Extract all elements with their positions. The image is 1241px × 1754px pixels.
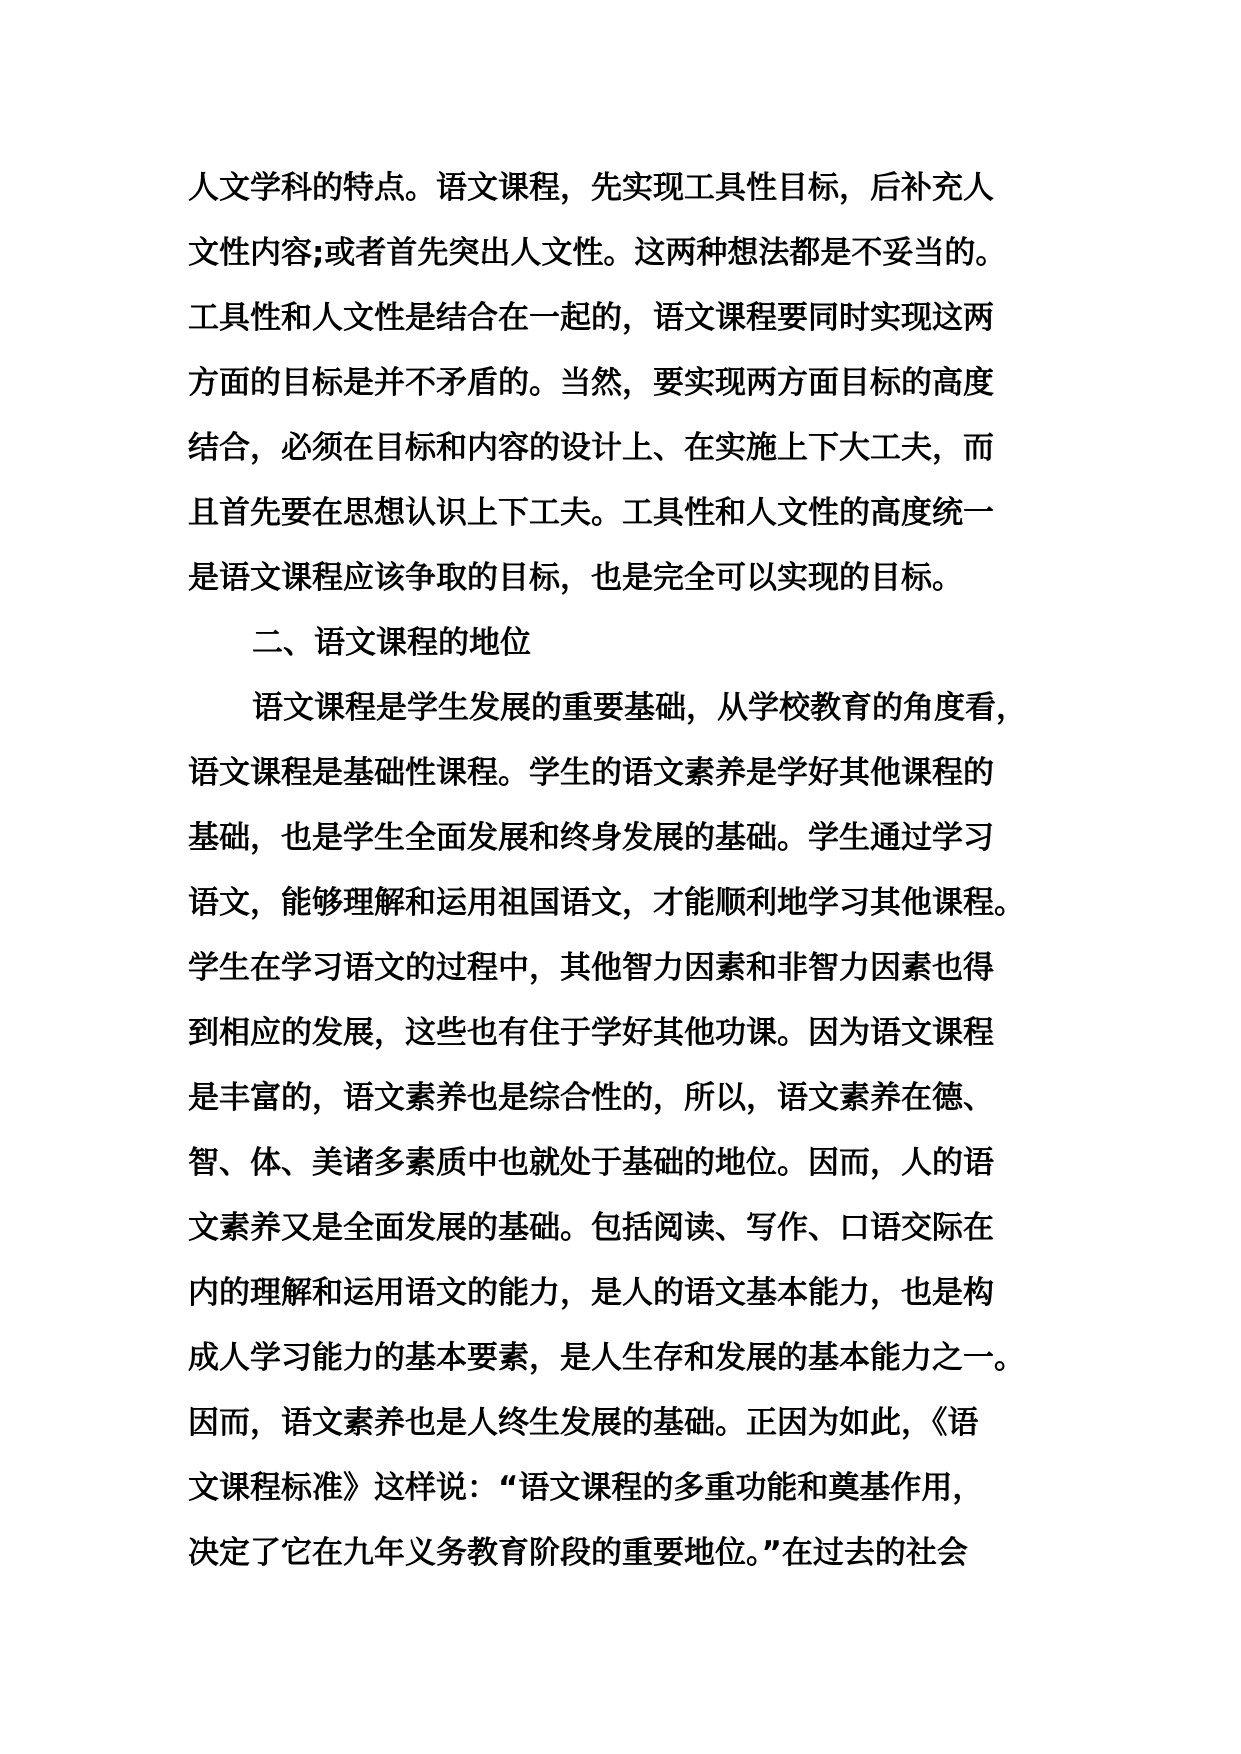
text-line: 智、体、美诸多素质中也就处于基础的地位。因而，人的语 [188, 1145, 994, 1181]
text-line: 语文，能够理解和运用祖国语文，才能顺利地学习其他课程。 [188, 885, 1025, 921]
text-line: 方面的目标是并不矛盾的。当然，要实现两方面目标的高度 [188, 365, 994, 401]
document-body [188, 156, 1068, 1586]
text-line: 基础，也是学生全面发展和终身发展的基础。学生通过学习 [188, 820, 994, 856]
text-line: 学生在学习语文的过程中，其他智力因素和非智力因素也得 [188, 950, 994, 986]
text-line: 语文课程是学生发展的重要基础，从学校教育的角度看， [252, 690, 1027, 726]
text-line: 结合，必须在目标和内容的设计上、在实施上下大工夫，而 [188, 430, 994, 466]
text-line: 到相应的发展，这些也有住于学好其他功课。因为语文课程 [188, 1015, 994, 1051]
text-line: 是丰富的，语文素养也是综合性的，所以，语文素养在德、 [188, 1080, 994, 1116]
text-line: 成人学习能力的基本要素，是人生存和发展的基本能力之一。 [188, 1340, 1025, 1376]
section-heading: 二、语文课程的地位 [252, 625, 531, 661]
text-line: 文素养又是全面发展的基础。包括阅读、写作、口语交际在 [188, 1210, 994, 1246]
text-line: 决定了它在九年义务教育阶段的重要地位。”在过去的社会 [188, 1535, 968, 1571]
text-line: 文性内容;或者首先突出人文性。这两种想法都是不妥当的。 [188, 235, 1007, 271]
text-line: 是语文课程应该争取的目标，也是完全可以实现的目标。 [188, 560, 963, 596]
text-line: 内的理解和运用语文的能力，是人的语文基本能力，也是构 [188, 1275, 994, 1311]
text-line: 文课程标准》这样说：“语文课程的多重功能和奠基作用， [188, 1470, 984, 1506]
text-line: 语文课程是基础性课程。学生的语文素养是学好其他课程的 [188, 755, 994, 791]
text-line: 因而，语文素养也是人终生发展的基础。正因为如此，《语 [188, 1405, 979, 1441]
text-line: 且首先要在思想认识上下工夫。工具性和人文性的高度统一 [188, 495, 994, 531]
text-line: 工具性和人文性是结合在一起的，语文课程要同时实现这两 [188, 300, 994, 336]
text-line: 人文学科的特点。语文课程，先实现工具性目标，后补充人 [188, 170, 994, 206]
